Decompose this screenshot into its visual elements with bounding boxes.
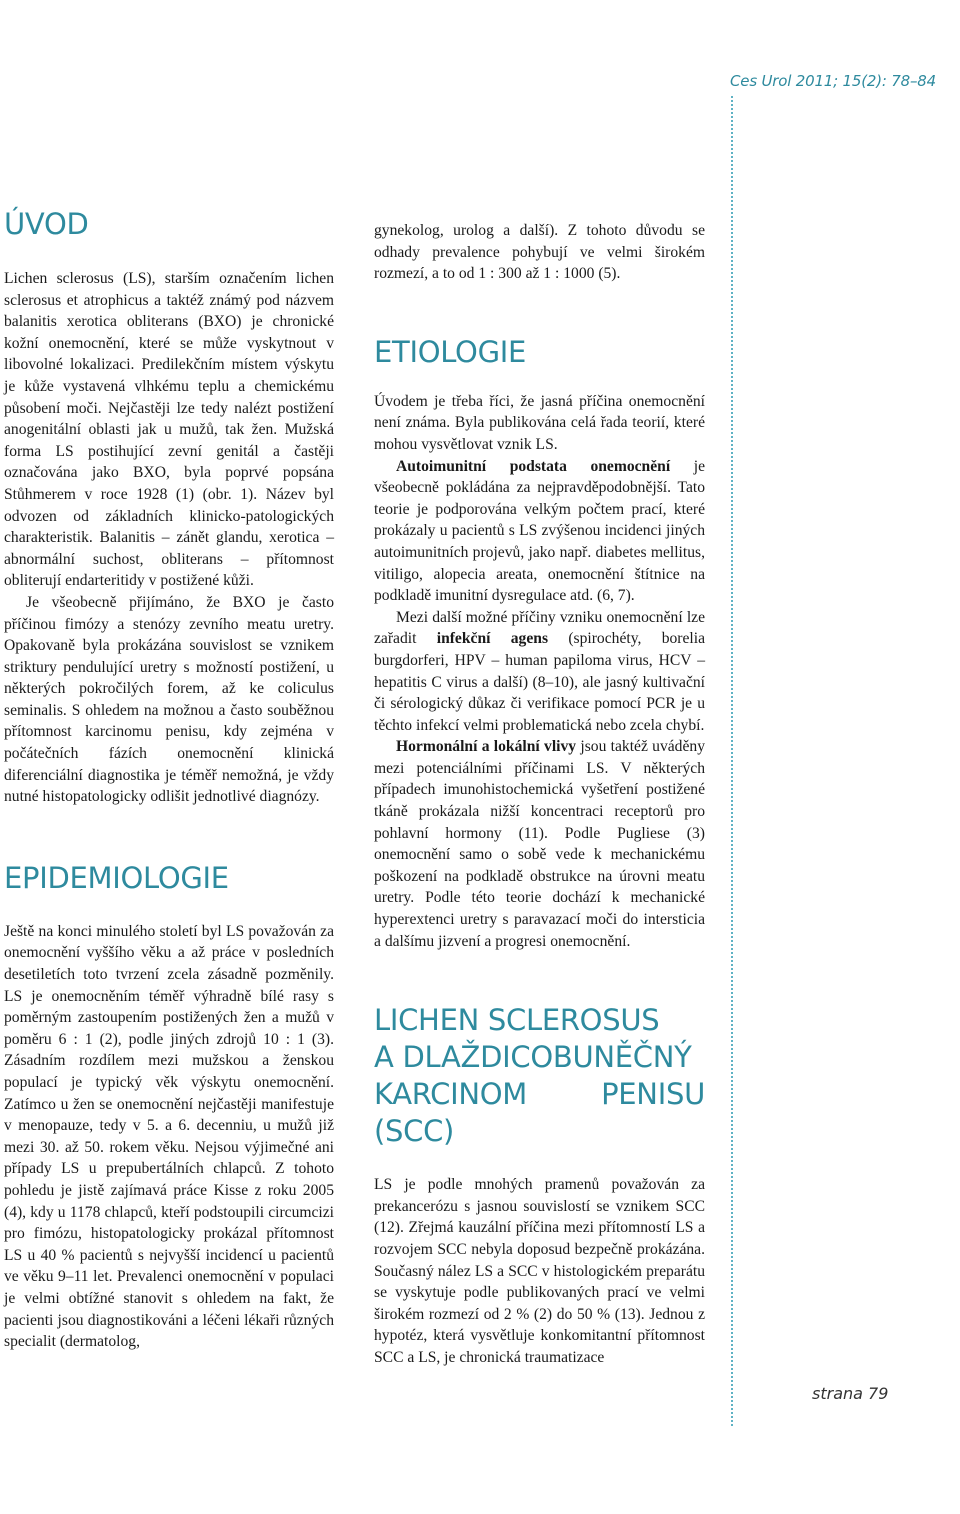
heading-lichen-line-2: A DLAŽDICOBUNĚČNÝ (374, 1040, 692, 1075)
heading-lichen-scc (374, 1002, 705, 1150)
etiologie-paragraph-4 (374, 736, 705, 952)
etiologie-paragraph-2 (374, 456, 705, 607)
epidemiologie-paragraph-1: Ještě na konci minulého století byl LS považován za onemocnění vyššího věku a až práce v posledních desetiletích toto tvrzení zcela zásadně pozměnily. LS je onemocněním téměř výhradně bílé rasy s poměrným zastoupením postižených žen a mužů v poměru 6 : 1 (2), podle jiných zdrojů 10 : 1 (3). Zásadním rozdílem mezi mužskou a ženskou populací je typický věk výskytu onemocnění. Zatímco u žen se onemocnění nejčastěji manifestuje v menopauze, tedy v 5. a 6. decenniu, u mužů již mezi 30. až 50. rokem věku. Nejsou výjimečné ani případy LS u prepubertálních chlapců. Z tohoto pohledu je jistě zajímavá práce Kisse z roku 2005 (4), kdy u 1178 chlapců, kteří podstoupili circumcizi pro fimózu, histopatologicky prokázal přítomnost LS u 40 % pacientů s nejvyšší incidencí u pacientů ve věku 9–11 let. Prevalenci onemocnění v populaci je velmi obtížné stanovit s ohledem na fakt, že pacienti jsou diagnostikováni a léčeni lékaři různých specialit (dermatolog, (4, 922, 334, 1351)
uvod-paragraph-1: Lichen sclerosus (LS), starším označením lichen sclerosus et atrophicus a taktéž známý pod názvem balanitis xerotica obliterans (BXO) je chronické kožní onemocnění, které se může vyskytnout v libovolné lokalizaci. Predilekčním místem výskytu je kůže vystavená vlhkému teplu a chemickému působení moči. Nejčastěji lze tedy nalézt postižení anogenitální oblasti jak u mužů, tak žen. Mužská forma LS postihující zevní genitál a častěji označována jako BXO, byla poprvé popsána Stůhmerem v roce 1928 (1) (obr. 1). Název byl odvozen od základních klinicko-patologických charakteristik. Balanitis – zánět glandu, xerotica – abnormální suchost, obliterans – přítomnost obliterují endarteritidy v postižené kůži. (4, 270, 334, 590)
heading-etiologie: ETIOLOGIE (374, 334, 527, 369)
heading-lichen-line-3: KARCINOM PENISU (SCC) (374, 1077, 705, 1149)
emphasis-hormonal: Hormonální a lokální vlivy (396, 738, 577, 756)
etiologie-paragraph-4-text: jsou taktéž uváděny mezi potenciálními příčinami LS. V některých případech imunohistochemická vyšetření postižené tkáně prokázala nižší koncentraci receptorů pro pohlavní hormony (11). Podle Pugliese (3) onemocnění samo o sobě vede k mechanickému poškození na podkladě obstrukce na úrovni meatu uretry. Podle této teorie dochází k mechanické hyperextenci uretry s paravazací moči do intersticia a dalšímu jizvení a progresi onemocnění. (374, 738, 705, 950)
lichen-paragraph-1: LS je podle mnohých pramenů považován za prekancerózu s jasnou souvislostí se vznikem SCC (12). Zřejmá kauzální příčina mezi přítomností LS a rozvojem SCC nebyla doposud bezpečně prokázána. Současný nález LS a SCC v histologickém preparátu se vyskytuje podle publikovaných prací ve velmi širokém rozmezí od 2 % (2) do 50 % (13). Jednou z hypotéz, která vysvětluje konkomitantní přítomnost SCC a LS, je chronická traumatizace (374, 1176, 705, 1366)
emphasis-infectious: infekční agens (436, 630, 549, 648)
heading-epidemiologie: EPIDEMIOLOGIE (4, 860, 229, 895)
etiologie-paragraph-3 (374, 607, 705, 737)
etiologie-paragraph-2-text: je všeobecně pokládána za nejpravděpodobnější. Tato teorie je podporována velkým počtem prací, které prokázaly u pacientů s LS zvýšenou incidenci jiných autoimunitních projevů, jako např. diabetes mellitus, vitiligo, alopecia areata, onemocnění štítnice na podkladě imunitní dysregulace atd. (6, 7). (374, 457, 706, 605)
etiologie-paragraph-3-lead: Mezi další možné příčiny vzniku onemocnění lze zařadit (374, 608, 705, 648)
emphasis-autoimmune: Autoimunitní podstata onemocnění (396, 457, 671, 475)
etiologie-paragraph-3-text: (spirochéty, borelia burgdorferi, HPV – human papiloma virus, HCV – hepatitis C virus a další) (8–10), ale jasný kultivační či sérologický důkaz či verifikace pomocí PCR je u těchto infekcí velmi problematická nebo zcela chybí. (374, 630, 705, 734)
continued-paragraph: gynekolog, urolog a další). Z tohoto důvodu se odhady prevalence pohybují ve velmi širokém rozmezí, a to od 1 : 300 až 1 : 1000 (5). (374, 222, 705, 283)
heading-lichen-line-1: LICHEN SCLEROSUS (374, 1003, 660, 1038)
uvod-paragraph-2: Je všeobecně přijímáno, že BXO je často příčinou fimózy a stenózy zevního meatu uretry. Opakovaně byla prokázána souvislost se vznikem striktury pendulující uretry s možností postižení, u některých pokročilých forem, až ke coliculus seminalis. S ohledem na možnou a často souběžnou přítomnost karcinomu penisu, kdy zejména v počátečních fázích onemocnění klinická diferenciální diagnostika je téměř nemožná, je vždy nutné histopatologicky odlišit jednotlivé diagnózy. (4, 593, 334, 806)
left-column (4, 200, 334, 1353)
page-number: strana 79 (812, 1384, 889, 1403)
journal-reference: Ces Urol 2011; 15(2): 78–84 (730, 72, 936, 90)
heading-uvod: ÚVOD (4, 207, 89, 241)
right-column (374, 220, 705, 1369)
margin-divider (731, 96, 733, 1426)
etiologie-paragraph-1: Úvodem je třeba říci, že jasná příčina onemocnění není známa. Byla publikována celá řada teorií, které mohou vysvětlovat vznik LS. (374, 392, 705, 453)
